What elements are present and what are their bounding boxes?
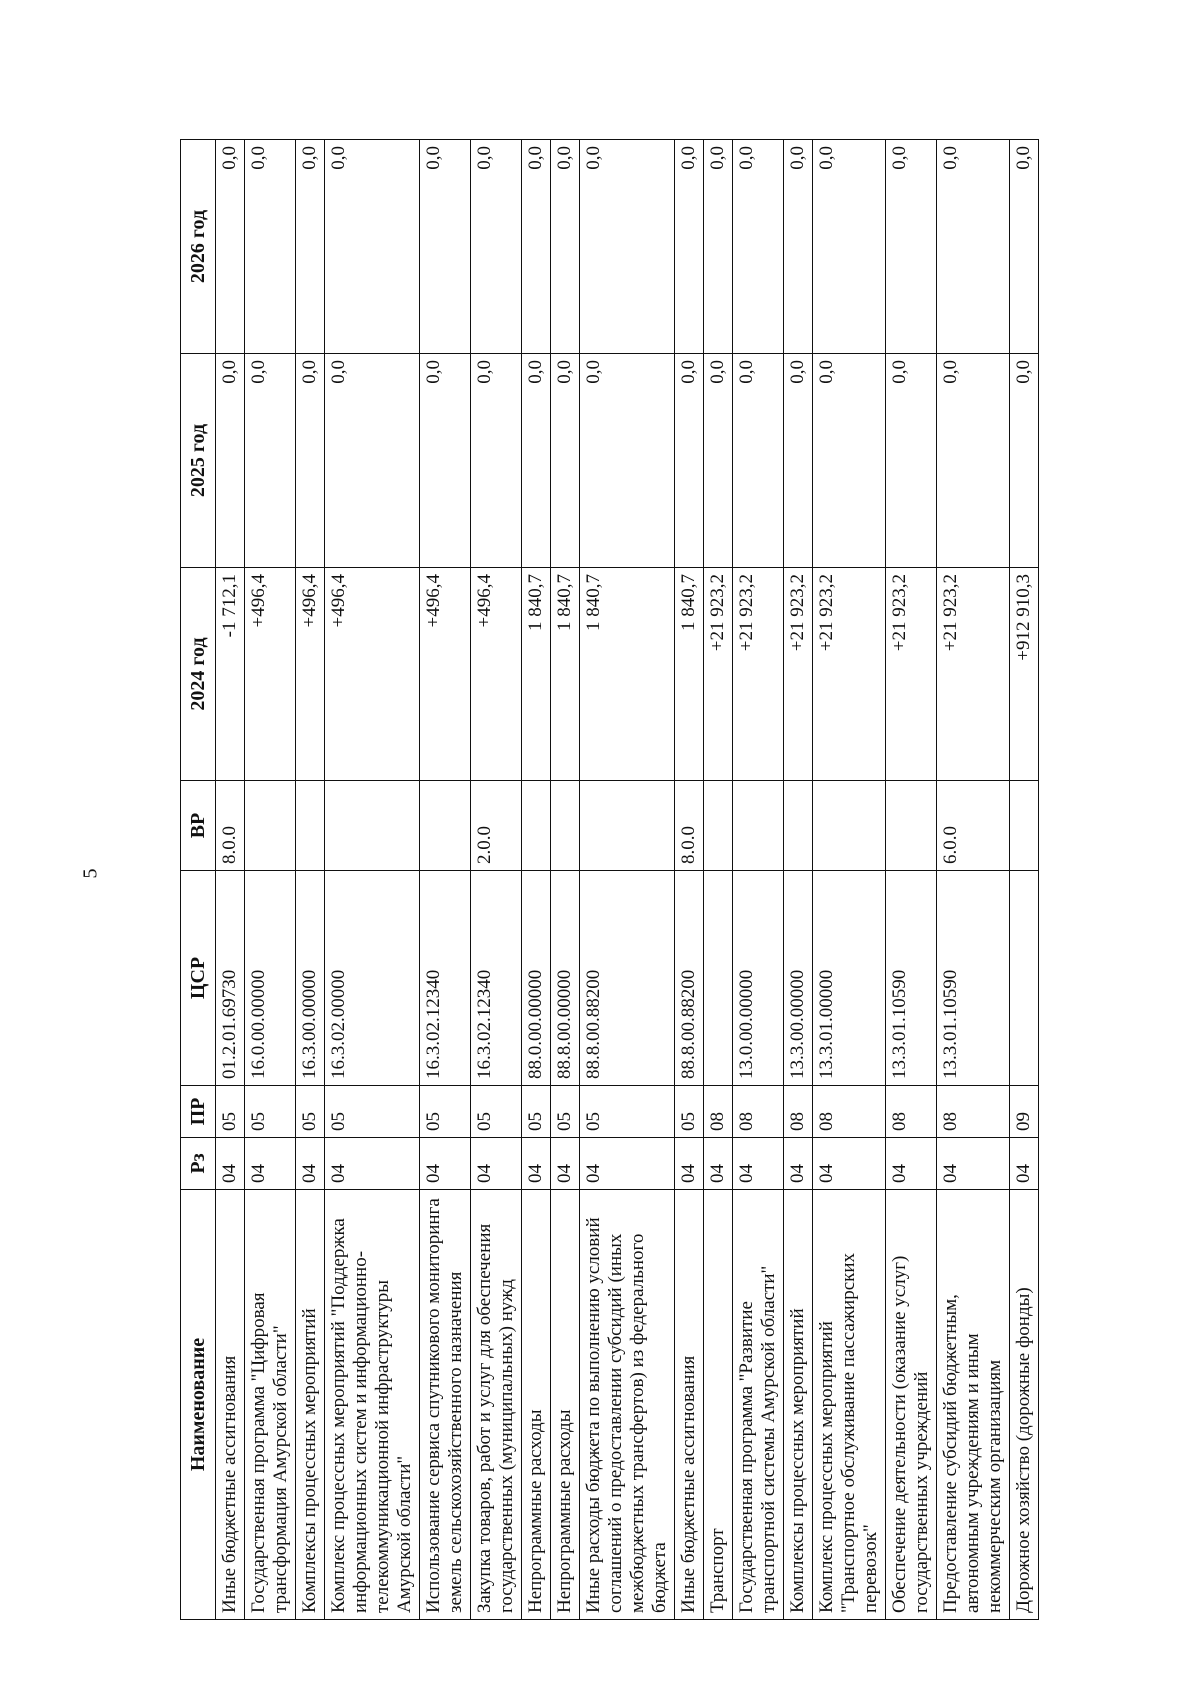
header-2026: 2026 год	[181, 140, 216, 354]
cell-y2024: -1 712,1	[216, 568, 245, 781]
cell-csr: 16.3.02.12340	[471, 871, 522, 1086]
cell-y2024: 1 840,7	[522, 568, 551, 781]
table-row	[245, 140, 296, 1620]
cell-y2025: 0,0	[216, 354, 245, 568]
cell-rz: 04	[296, 1138, 325, 1190]
cell-pr: 05	[675, 1086, 704, 1138]
header-pr: ПР	[181, 1086, 216, 1138]
cell-pr: 05	[420, 1086, 471, 1138]
cell-y2026: 0,0	[937, 140, 1010, 354]
cell-y2024: +21 923,2	[733, 568, 784, 781]
table-row	[471, 140, 522, 1620]
cell-y2024: +496,4	[420, 568, 471, 781]
cell-y2026: 0,0	[733, 140, 784, 354]
cell-rz: 04	[580, 1138, 675, 1190]
cell-csr: 16.3.00.00000	[296, 871, 325, 1086]
cell-rz: 04	[522, 1138, 551, 1190]
cell-rz: 04	[886, 1138, 937, 1190]
cell-name: Комплексы процессных мероприятий	[296, 1190, 325, 1620]
cell-name: Обеспечение деятельности (оказание услуг) государственных учреждений	[886, 1190, 937, 1620]
cell-y2026: 0,0	[1010, 140, 1039, 354]
cell-pr: 05	[325, 1086, 420, 1138]
table-row	[325, 140, 420, 1620]
cell-vr: 8.0.0	[675, 781, 704, 871]
cell-y2025: 0,0	[245, 354, 296, 568]
cell-y2024: +21 923,2	[886, 568, 937, 781]
table-row	[580, 140, 675, 1620]
table-row	[784, 140, 813, 1620]
cell-csr: 13.3.01.10590	[886, 871, 937, 1086]
cell-rz: 04	[325, 1138, 420, 1190]
cell-vr	[1010, 781, 1039, 871]
table-header-row	[181, 140, 216, 1620]
cell-pr: 05	[522, 1086, 551, 1138]
cell-vr	[813, 781, 886, 871]
cell-name: Комплекс процессных мероприятий "Поддержка информационных систем и информационно-телекоммуникационной инфраструктуры Амурской области"	[325, 1190, 420, 1620]
cell-y2024: +496,4	[245, 568, 296, 781]
table-row	[522, 140, 551, 1620]
header-2024: 2024 год	[181, 568, 216, 781]
cell-csr: 16.0.00.00000	[245, 871, 296, 1086]
cell-y2026: 0,0	[522, 140, 551, 354]
cell-rz: 04	[675, 1138, 704, 1190]
cell-name: Использование сервиса спутникового мониторинга земель сельскохозяйственного назначения	[420, 1190, 471, 1620]
cell-y2026: 0,0	[325, 140, 420, 354]
table-row	[813, 140, 886, 1620]
cell-vr	[580, 781, 675, 871]
cell-y2026: 0,0	[296, 140, 325, 354]
cell-pr: 05	[296, 1086, 325, 1138]
cell-y2026: 0,0	[675, 140, 704, 354]
cell-vr	[886, 781, 937, 871]
cell-pr: 08	[733, 1086, 784, 1138]
cell-y2026: 0,0	[784, 140, 813, 354]
cell-csr: 13.0.00.00000	[733, 871, 784, 1086]
cell-y2024: +21 923,2	[704, 568, 733, 781]
cell-vr	[245, 781, 296, 871]
table-row	[704, 140, 733, 1620]
cell-y2024: 1 840,7	[580, 568, 675, 781]
cell-y2026: 0,0	[886, 140, 937, 354]
cell-vr	[325, 781, 420, 871]
table-body	[216, 140, 1039, 1620]
cell-csr: 88.8.00.88200	[675, 871, 704, 1086]
cell-pr: 05	[216, 1086, 245, 1138]
cell-rz: 04	[937, 1138, 1010, 1190]
cell-csr: 16.3.02.00000	[325, 871, 420, 1086]
cell-y2024: +21 923,2	[813, 568, 886, 781]
cell-rz: 04	[733, 1138, 784, 1190]
cell-csr: 88.8.00.00000	[551, 871, 580, 1086]
cell-y2026: 0,0	[420, 140, 471, 354]
cell-csr	[1010, 871, 1039, 1086]
cell-rz: 04	[813, 1138, 886, 1190]
cell-name: Государственная программа "Цифровая трансформация Амурской области"	[245, 1190, 296, 1620]
cell-y2024: +496,4	[471, 568, 522, 781]
cell-name: Закупка товаров, работ и услуг для обеспечения государственных (муниципальных) нужд	[471, 1190, 522, 1620]
cell-y2024: +21 923,2	[784, 568, 813, 781]
cell-pr: 09	[1010, 1086, 1039, 1138]
cell-y2025: 0,0	[522, 354, 551, 568]
cell-rz: 04	[245, 1138, 296, 1190]
cell-y2026: 0,0	[551, 140, 580, 354]
table-row	[1010, 140, 1039, 1620]
cell-name: Иные бюджетные ассигнования	[675, 1190, 704, 1620]
cell-y2025: 0,0	[580, 354, 675, 568]
cell-rz: 04	[1010, 1138, 1039, 1190]
cell-y2025: 0,0	[551, 354, 580, 568]
cell-vr	[784, 781, 813, 871]
cell-vr	[420, 781, 471, 871]
cell-y2025: 0,0	[420, 354, 471, 568]
cell-y2025: 0,0	[704, 354, 733, 568]
cell-vr: 6.0.0	[937, 781, 1010, 871]
cell-y2024: +496,4	[325, 568, 420, 781]
header-2025: 2025 год	[181, 354, 216, 568]
cell-y2026: 0,0	[813, 140, 886, 354]
cell-y2024: +21 923,2	[937, 568, 1010, 781]
cell-pr: 08	[784, 1086, 813, 1138]
cell-pr: 05	[551, 1086, 580, 1138]
cell-name: Непрограммные расходы	[522, 1190, 551, 1620]
cell-vr	[522, 781, 551, 871]
cell-y2026: 0,0	[245, 140, 296, 354]
cell-vr: 8.0.0	[216, 781, 245, 871]
cell-name: Государственная программа "Развитие транспортной системы Амурской области"	[733, 1190, 784, 1620]
cell-rz: 04	[784, 1138, 813, 1190]
cell-y2024: 1 840,7	[675, 568, 704, 781]
cell-vr	[704, 781, 733, 871]
cell-csr: 16.3.02.12340	[420, 871, 471, 1086]
cell-csr: 13.3.01.10590	[937, 871, 1010, 1086]
cell-vr: 2.0.0	[471, 781, 522, 871]
cell-pr: 05	[245, 1086, 296, 1138]
cell-vr	[733, 781, 784, 871]
cell-y2026: 0,0	[580, 140, 675, 354]
cell-y2025: 0,0	[325, 354, 420, 568]
cell-rz: 04	[216, 1138, 245, 1190]
cell-y2025: 0,0	[784, 354, 813, 568]
cell-name: Иные расходы бюджета по выполнению условий соглашений о предоставлении субсидий (иных межбюджетных трансфертов) из федерального бюджета	[580, 1190, 675, 1620]
cell-csr: 01.2.01.69730	[216, 871, 245, 1086]
table-row	[216, 140, 245, 1620]
table-row	[296, 140, 325, 1620]
cell-csr: 13.3.01.00000	[813, 871, 886, 1086]
table-row	[886, 140, 937, 1620]
cell-vr	[551, 781, 580, 871]
table-row	[420, 140, 471, 1620]
cell-name: Транспорт	[704, 1190, 733, 1620]
cell-name: Иные бюджетные ассигнования	[216, 1190, 245, 1620]
budget-table	[180, 139, 1039, 1620]
cell-csr: 88.0.00.00000	[522, 871, 551, 1086]
cell-pr: 08	[704, 1086, 733, 1138]
table-row	[937, 140, 1010, 1620]
cell-rz: 04	[471, 1138, 522, 1190]
cell-pr: 08	[937, 1086, 1010, 1138]
cell-y2024: 1 840,7	[551, 568, 580, 781]
page-number: 5	[79, 868, 102, 879]
cell-y2025: 0,0	[813, 354, 886, 568]
cell-rz: 04	[420, 1138, 471, 1190]
header-csr: ЦСР	[181, 871, 216, 1086]
cell-y2025: 0,0	[937, 354, 1010, 568]
cell-y2026: 0,0	[216, 140, 245, 354]
cell-csr: 88.8.00.88200	[580, 871, 675, 1086]
cell-csr: 13.3.00.00000	[784, 871, 813, 1086]
cell-y2025: 0,0	[1010, 354, 1039, 568]
budget-table-container	[180, 140, 1180, 1620]
cell-pr: 05	[471, 1086, 522, 1138]
cell-name: Комплекс процессных мероприятий "Транспортное обслуживание пассажирских перевозок"	[813, 1190, 886, 1620]
table-row	[733, 140, 784, 1620]
cell-y2024: +912 910,3	[1010, 568, 1039, 781]
cell-name: Дорожное хозяйство (дорожные фонды)	[1010, 1190, 1039, 1620]
cell-csr	[704, 871, 733, 1086]
cell-vr	[296, 781, 325, 871]
cell-pr: 05	[580, 1086, 675, 1138]
cell-y2025: 0,0	[296, 354, 325, 568]
header-rz: Рз	[181, 1138, 216, 1190]
cell-y2026: 0,0	[471, 140, 522, 354]
cell-y2025: 0,0	[886, 354, 937, 568]
cell-rz: 04	[551, 1138, 580, 1190]
cell-y2026: 0,0	[704, 140, 733, 354]
cell-name: Предоставление субсидий бюджетным, автономным учреждениям и иным некоммерческим организациям	[937, 1190, 1010, 1620]
cell-y2025: 0,0	[675, 354, 704, 568]
cell-name: Непрограммные расходы	[551, 1190, 580, 1620]
cell-y2024: +496,4	[296, 568, 325, 781]
table-row	[675, 140, 704, 1620]
cell-name: Комплексы процессных мероприятий	[784, 1190, 813, 1620]
cell-y2025: 0,0	[733, 354, 784, 568]
header-vr: ВР	[181, 781, 216, 871]
cell-rz: 04	[704, 1138, 733, 1190]
cell-pr: 08	[813, 1086, 886, 1138]
cell-y2025: 0,0	[471, 354, 522, 568]
header-name: Наименование	[181, 1190, 216, 1620]
cell-pr: 08	[886, 1086, 937, 1138]
table-row	[551, 140, 580, 1620]
